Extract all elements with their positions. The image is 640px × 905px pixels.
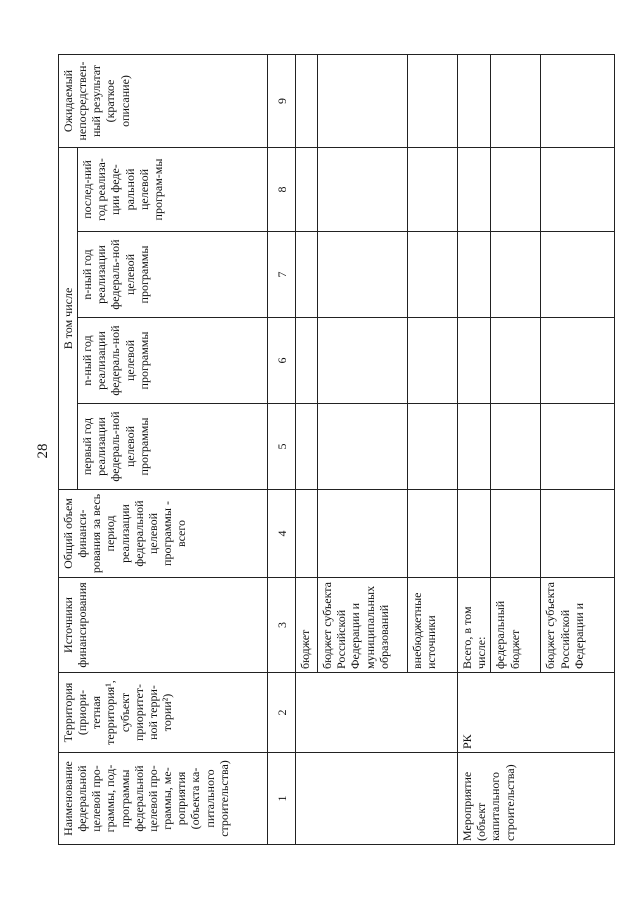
row-extrabudget-label: внебюджетные источники	[408, 578, 458, 673]
header-first-year-cell: первый год реализации федераль-ной целевой программы	[78, 404, 268, 490]
row-budget-label: бюджет	[296, 578, 318, 673]
table-cell-empty	[458, 404, 491, 490]
table-cell-empty	[408, 404, 458, 490]
table-cell-empty	[318, 148, 408, 232]
col-number-3: 3	[268, 578, 296, 673]
col-number-7: 7	[268, 232, 296, 318]
table-cell-empty	[458, 318, 491, 404]
measure-territory-cell: РК	[458, 673, 615, 753]
header-sources-cell: Источники финансирования	[59, 578, 268, 673]
table-cell-empty	[491, 55, 541, 148]
table-cell-empty	[296, 753, 458, 845]
table-cell-empty	[408, 232, 458, 318]
row-subject-budget-2-label: бюджет субъекта Российской Федерации и	[541, 578, 615, 673]
header-result-cell: Ожидаемый непосредствен-ный результат (краткое описание)	[59, 55, 268, 148]
table-cell-empty	[408, 318, 458, 404]
col-number-4: 4	[268, 490, 296, 578]
header-n-year-cell-2: n-ный год реализации федераль-ной целевой программы	[78, 232, 268, 318]
table-cell-empty	[541, 55, 615, 148]
table-cell-empty	[458, 232, 491, 318]
table-cell-empty	[296, 148, 318, 232]
table-cell-empty	[458, 490, 491, 578]
col-number-5: 5	[268, 404, 296, 490]
col-number-9: 9	[268, 55, 296, 148]
table-cell-empty	[458, 55, 491, 148]
table-cell-empty	[491, 232, 541, 318]
table-cell-empty	[408, 55, 458, 148]
table-cell-empty	[318, 404, 408, 490]
row-subject-budget-label: бюджет субъекта Российской Федерации и муниципальных образований	[318, 578, 408, 673]
table-cell-empty	[408, 490, 458, 578]
table-cell-empty	[491, 318, 541, 404]
header-territory-cell: Территория (приори-тетная территория¹, субъект приоритет-ной терри-тории²)	[59, 673, 268, 753]
table-cell-empty	[491, 490, 541, 578]
table-cell-empty	[318, 490, 408, 578]
table-cell-empty	[296, 55, 318, 148]
row-total-label: Всего, в том числе:	[458, 578, 491, 673]
page-number: 28	[34, 443, 51, 459]
measure-name-cell: Мероприятие (объект капитального строительства)	[458, 753, 615, 845]
table-cell-empty	[541, 404, 615, 490]
table-cell-empty	[296, 490, 318, 578]
col-number-1: 1	[268, 753, 296, 845]
table-cell-empty	[296, 404, 318, 490]
col-number-2: 2	[268, 673, 296, 753]
col-number-6: 6	[268, 318, 296, 404]
header-total-volume-cell: Общий объем финанси-рования за весь период реализации федеральной целевой программы - всего	[59, 490, 268, 578]
table-cell-empty	[296, 232, 318, 318]
table-cell-empty	[491, 148, 541, 232]
table-cell-empty	[541, 490, 615, 578]
row-federal-budget-label: федеральный бюджет	[491, 578, 541, 673]
financing-table	[58, 54, 615, 845]
table-cell-empty	[318, 55, 408, 148]
table-cell-empty	[296, 673, 458, 753]
table-cell-empty	[541, 232, 615, 318]
col-number-8: 8	[268, 148, 296, 232]
header-last-year-cell: послед-ний год реализа-ции феде-ральной целевой програм-мы	[78, 148, 268, 232]
table-cell-empty	[408, 148, 458, 232]
table-cell-empty	[318, 318, 408, 404]
table-cell-empty	[458, 148, 491, 232]
header-name-cell: Наименование федеральной целевой про-граммы, под-программы федеральной целевой про-граммы, ме-роприятия (объекта ка-питального строительства)	[59, 753, 268, 845]
table-cell-empty	[296, 318, 318, 404]
header-group-cell: В том числе	[59, 148, 78, 490]
table-cell-empty	[491, 404, 541, 490]
table-cell-empty	[541, 318, 615, 404]
header-n-year-cell: n-ный год реализации федераль-ной целевой программы	[78, 318, 268, 404]
table-cell-empty	[318, 232, 408, 318]
table-cell-empty	[541, 148, 615, 232]
rotated-table-container	[58, 55, 598, 845]
